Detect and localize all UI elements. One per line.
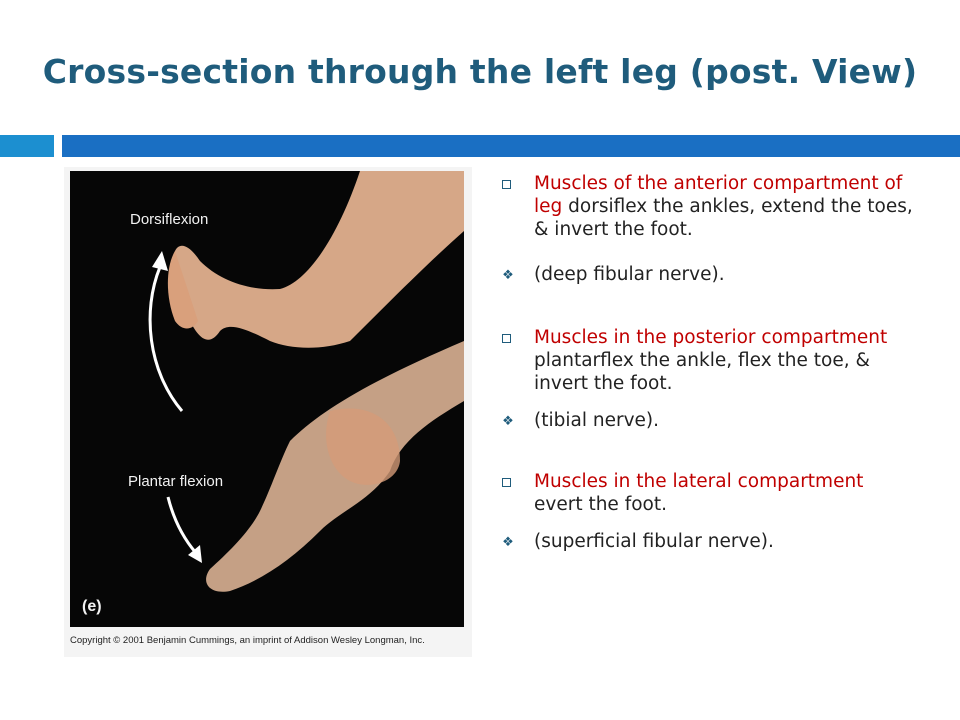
bullet-list	[496, 172, 916, 553]
bullet-anterior	[496, 172, 916, 241]
sub-bullet-tibial	[496, 409, 916, 432]
dorsiflexion-label: Dorsiflexion	[130, 211, 209, 228]
foot-photo	[70, 171, 464, 627]
bullet-lateral-text: evert the foot.	[534, 494, 667, 515]
hollow-square-icon	[502, 478, 511, 487]
bullet-posterior	[496, 326, 916, 395]
sub-bullet-superficial-fibular-text: (superficial fibular nerve).	[534, 531, 774, 552]
accent-bar-left	[0, 135, 54, 157]
sub-bullet-superficial-fibular	[496, 530, 916, 553]
four-diamond-icon: ❖	[502, 535, 514, 550]
hollow-square-icon	[502, 180, 511, 189]
sub-bullet-tibial-text: (tibial nerve).	[534, 410, 659, 431]
sub-bullet-deep-fibular	[496, 263, 916, 286]
four-diamond-icon: ❖	[502, 414, 514, 429]
hollow-square-icon	[502, 334, 511, 343]
copyright-caption: Copyright © 2001 Benjamin Cummings, an imprint of Addison Wesley Longman, Inc.	[70, 635, 425, 646]
bullet-anterior-text: dorsiflex the ankles, extend the toes, & invert the foot.	[534, 196, 913, 240]
bullet-posterior-highlight: Muscles in the posterior compartment	[534, 327, 888, 348]
sub-bullet-deep-fibular-text: (deep fibular nerve).	[534, 264, 725, 285]
foot-figure	[64, 167, 472, 657]
bullet-lateral-highlight: Muscles in the lateral compartment	[534, 471, 864, 492]
plantar-flexion-label: Plantar flexion	[128, 473, 224, 490]
slide-title: Cross-section through the left leg (post. View)	[42, 52, 918, 91]
foot-illustration	[70, 171, 464, 627]
four-diamond-icon: ❖	[502, 268, 514, 283]
bullet-anterior-highlight: Muscles of the anterior compartment of leg	[534, 173, 903, 217]
bullet-lateral	[496, 470, 916, 516]
figure-part-label: (e)	[82, 598, 102, 615]
accent-bar-right	[62, 135, 960, 157]
bullet-posterior-text: plantarflex the ankle, flex the toe, & invert the foot.	[534, 350, 870, 394]
